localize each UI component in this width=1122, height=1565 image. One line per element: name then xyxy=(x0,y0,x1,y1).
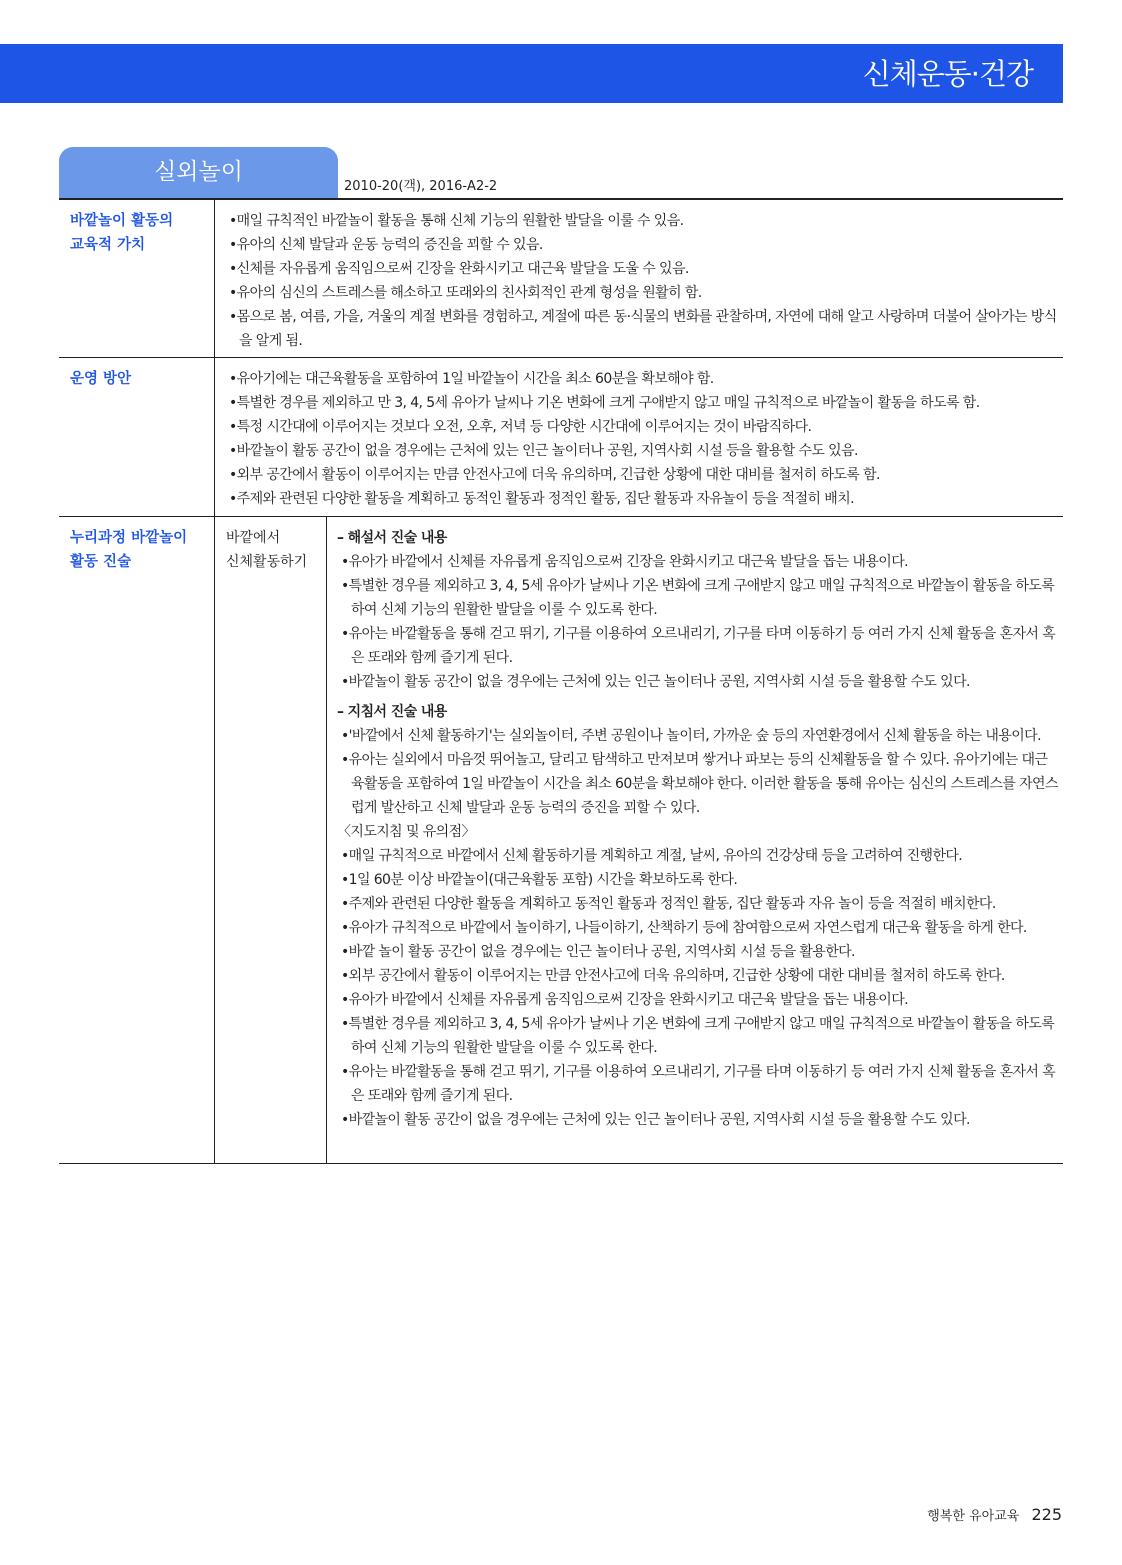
list-item: •유아는 실외에서 마음껏 뛰어놀고, 달리고 탐색하고 만져보며 쌓거나 파보는 등의 신체활동을 할 수 있다. 유아기에는 대근육활동을 포함하여 1일 바깥놀이 시간을 최소 60분을 확보해야 한다. 이러한 활동을 통해 유아는 심신의 스트레스를 자연스럽게 발산하고 신체 발달과 운동 능력의 증진을 꾀할 수 있다. xyxy=(341,752,1058,816)
list-item: •유아가 규칙적으로 바깥에서 놀이하기, 나들이하기, 산책하기 등에 참여함으로써 자연스럽게 대근육 활동을 하게 한다. xyxy=(341,920,1027,936)
topic-tab: 실외놀이 xyxy=(59,147,338,198)
page-number: 225 xyxy=(1031,1505,1062,1524)
list-item: •바깥놀이 활동 공간이 없을 경우에는 근처에 있는 인근 놀이터나 공원, 지역사회 시설 등을 활용할 수도 있다. xyxy=(341,1112,970,1128)
list-item: •매일 규칙적인 바깥놀이 활동을 통해 신체 기능의 원활한 발달을 이룰 수 있음. xyxy=(229,213,684,229)
list-item: •유아가 바깥에서 신체를 자유롭게 움직임으로써 긴장을 완화시키고 대근육 발달을 돕는 내용이다. xyxy=(341,992,908,1008)
list-item: •외부 공간에서 활동이 이루어지는 만큼 안전사고에 더욱 유의하며, 긴급한 상황에 대한 대비를 철저히 하도록 한다. xyxy=(341,968,1005,984)
list-item: •'바깥에서 신체 활동하기'는 실외놀이터, 주변 공원이나 놀이터, 가까운 숲 등의 자연환경에서 신체 활동을 하는 내용이다. xyxy=(341,728,1041,744)
row-label: 바깥놀이 활동의 교육적 가치 xyxy=(70,213,174,253)
row-content xyxy=(229,209,1059,353)
guide-note-heading: 〈지도지침 및 유의점〉 xyxy=(337,824,475,840)
list-item: •특정 시간대에 이루어지는 것보다 오전, 오후, 저녁 등 다양한 시간대에 이루어지는 것이 바람직하다. xyxy=(229,419,812,435)
row-content xyxy=(337,526,1059,1132)
section-header-band xyxy=(0,44,1063,103)
column-divider xyxy=(214,200,215,357)
list-item: •유아의 심신의 스트레스를 해소하고 또래와의 친사회적인 관계 형성을 원활히 함. xyxy=(229,285,702,301)
section-title: 신체운동·건강 xyxy=(862,57,1033,91)
list-item: •유아는 바깥활동을 통해 걷고 뛰기, 기구를 이용하여 오르내리기, 기구를 타며 이동하기 등 여러 가지 신체 활동을 혼자서 혹은 또래와 함께 즐기게 된다. xyxy=(341,626,1056,666)
list-item: •유아의 신체 발달과 운동 능력의 증진을 꾀할 수 있음. xyxy=(229,237,543,253)
table-row-operation-plan xyxy=(59,358,1063,517)
column-divider xyxy=(214,517,215,1163)
commentary-heading: – 해설서 진술 내용 xyxy=(337,530,447,546)
row-label: 누리과정 바깥놀이 활동 진술 xyxy=(70,530,188,570)
guide-heading: – 지침서 진술 내용 xyxy=(337,704,447,720)
list-item: •바깥놀이 활동 공간이 없을 경우에는 근처에 있는 인근 놀이터나 공원, 지역사회 시설 등을 활용할 수도 있다. xyxy=(341,674,970,690)
list-item: •외부 공간에서 활동이 이루어지는 만큼 안전사고에 더욱 유의하며, 긴급한 상황에 대한 대비를 철저히 하도록 함. xyxy=(229,467,880,483)
list-item: •1일 60분 이상 바깥놀이(대근육활동 포함) 시간을 확보하도록 한다. xyxy=(341,872,738,888)
list-item: •특별한 경우를 제외하고 만 3, 4, 5세 유아가 날씨나 기온 변화에 크게 구애받지 않고 매일 규칙적으로 바깥놀이 활동을 하도록 함. xyxy=(229,395,980,411)
list-item: •주제와 관련된 다양한 활동을 계획하고 동적인 활동과 정적인 활동, 집단 활동과 자유놀이 등을 적절히 배치. xyxy=(229,491,854,507)
list-item: •유아기에는 대근육활동을 포함하여 1일 바깥놀이 시간을 최소 60분을 확보해야 함. xyxy=(229,371,714,387)
column-divider xyxy=(326,517,327,1163)
list-item: •특별한 경우를 제외하고 3, 4, 5세 유아가 날씨나 기온 변화에 크게 구애받지 않고 매일 규칙적으로 바깥놀이 활동을 하도록 하여 신체 기능의 원활한 발달을 이룰 수 있도록 한다. xyxy=(341,1016,1055,1056)
exam-code: 2010-20(객), 2016-A2-2 xyxy=(344,179,498,194)
list-item: •유아는 바깥활동을 통해 걷고 뛰기, 기구를 이용하여 오르내리기, 기구를 타며 이동하기 등 여러 가지 신체 활동을 혼자서 혹은 또래와 함께 즐기게 된다. xyxy=(341,1064,1056,1104)
list-item: •특별한 경우를 제외하고 3, 4, 5세 유아가 날씨나 기온 변화에 크게 구애받지 않고 매일 규칙적으로 바깥놀이 활동을 하도록 하여 신체 기능의 원활한 발달을 이룰 수 있도록 한다. xyxy=(341,578,1055,618)
list-item: •주제와 관련된 다양한 활동을 계획하고 동적인 활동과 정적인 활동, 집단 활동과 자유 놀이 등을 적절히 배치한다. xyxy=(341,896,996,912)
column-divider xyxy=(214,358,215,516)
sub-label: 바깥에서 신체활동하기 xyxy=(226,530,308,570)
list-item: •몸으로 봄, 여름, 가을, 겨울의 계절 변화를 경험하고, 계절에 따른 동·식물의 변화를 관찰하며, 자연에 대해 알고 사랑하며 더불어 살아가는 방식을 알게 됨. xyxy=(229,309,1057,349)
row-content xyxy=(229,367,1059,511)
table-row-educational-value xyxy=(59,200,1063,358)
list-item: •바깥 놀이 활동 공간이 없을 경우에는 인근 놀이터나 공원, 지역사회 시설 등을 활용한다. xyxy=(341,944,855,960)
list-item: •매일 규칙적으로 바깥에서 신체 활동하기를 계획하고 계절, 날씨, 유아의 건강상태 등을 고려하여 진행한다. xyxy=(341,848,963,864)
list-item: •신체를 자유롭게 움직임으로써 긴장을 완화시키고 대근육 발달을 도울 수 있음. xyxy=(229,261,689,277)
book-title: 행복한 유아교육 xyxy=(927,1509,1020,1524)
list-item: •유아가 바깥에서 신체를 자유롭게 움직임으로써 긴장을 완화시키고 대근육 발달을 돕는 내용이다. xyxy=(341,554,908,570)
row-label: 운영 방안 xyxy=(70,371,132,387)
list-item: •바깥놀이 활동 공간이 없을 경우에는 근처에 있는 인근 놀이터나 공원, 지역사회 시설 등을 활용할 수도 있음. xyxy=(229,443,858,459)
page-footer xyxy=(927,1505,1062,1524)
table-row-nuri-statement xyxy=(59,517,1063,1164)
